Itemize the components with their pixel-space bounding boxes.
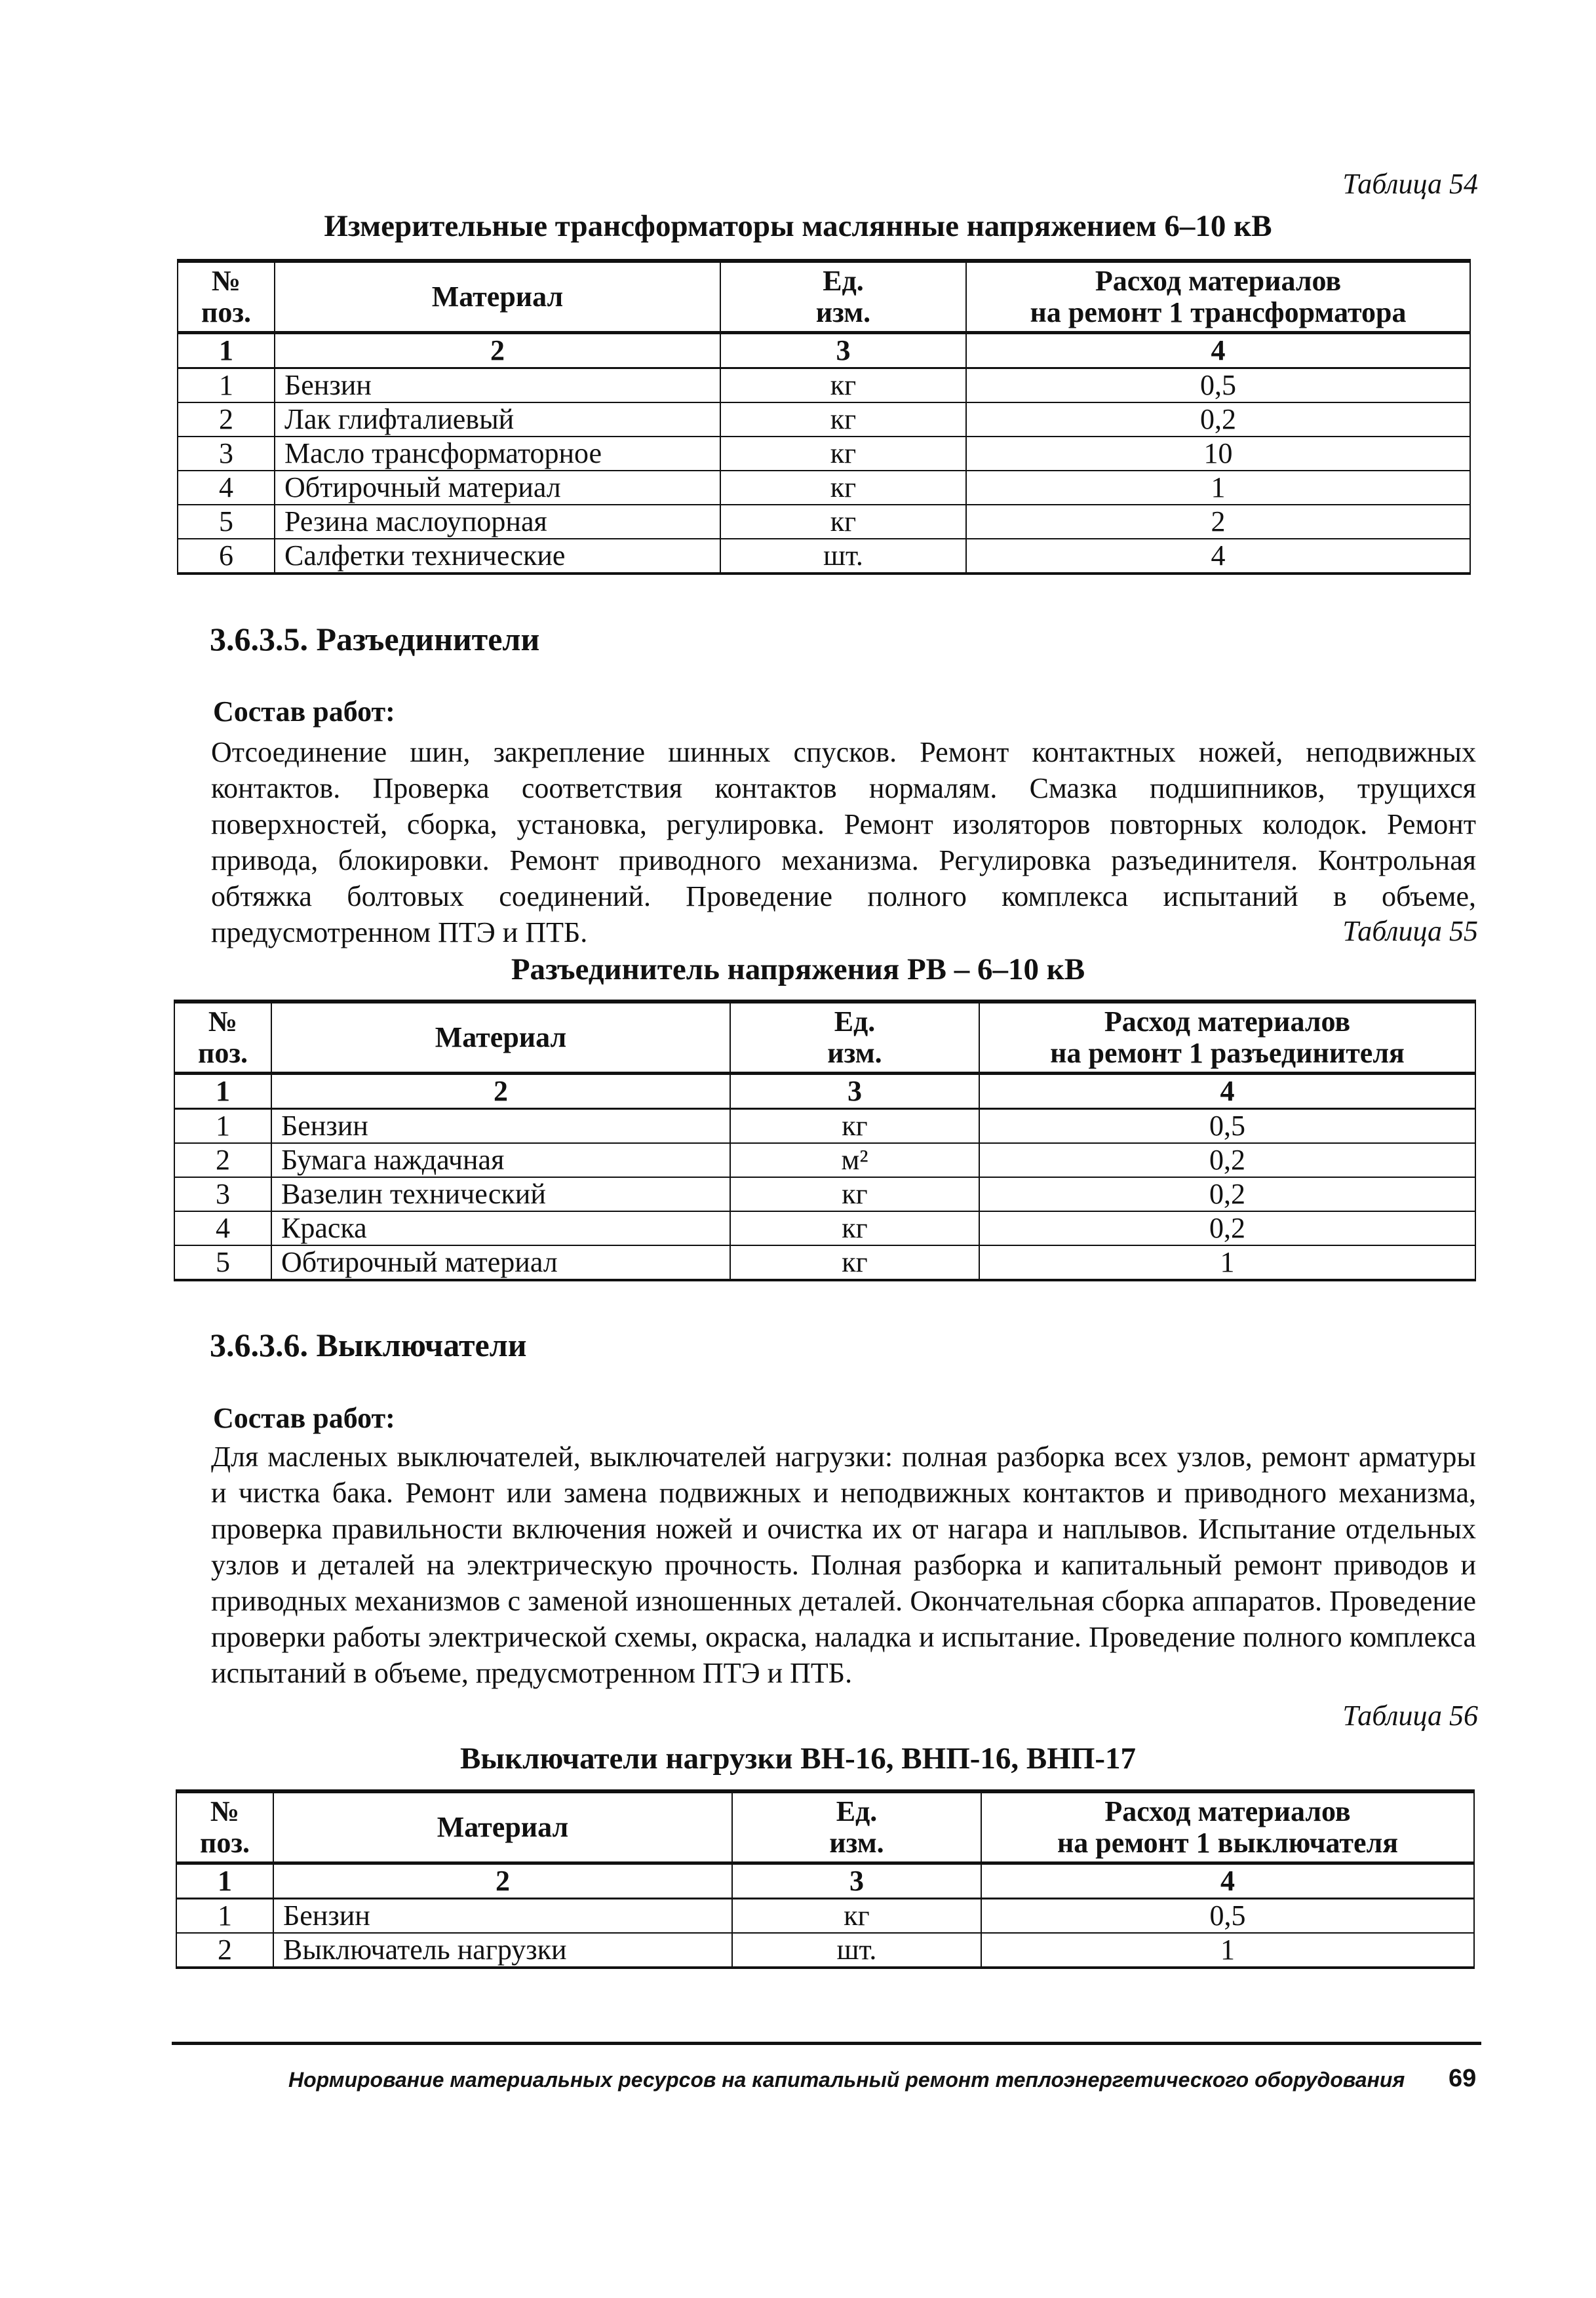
column-number: 1 <box>178 333 275 368</box>
header-material: Материал <box>273 1791 732 1863</box>
cell-pos: 1 <box>176 1899 273 1934</box>
cell-amount: 1 <box>966 471 1470 505</box>
table-header-row <box>178 261 1470 333</box>
column-number: 4 <box>966 333 1470 368</box>
table-55-caption: Таблица 55 <box>1342 915 1478 947</box>
table-55-title: Разъединитель напряжения РВ – 6–10 кВ <box>511 952 1085 986</box>
column-number-row <box>178 333 1470 368</box>
cell-material: Резина маслоупорная <box>275 505 720 539</box>
header-consumption: Расход материалов на ремонт 1 выключателя <box>981 1791 1474 1863</box>
cell-pos: 5 <box>174 1245 271 1280</box>
column-number: 4 <box>981 1863 1474 1899</box>
table-header-row <box>174 1002 1475 1074</box>
column-number: 2 <box>271 1074 730 1109</box>
header-pos: № поз. <box>174 1002 271 1074</box>
cell-material: Бумага наждачная <box>271 1143 730 1177</box>
cell-pos: 2 <box>178 402 275 437</box>
table-header-row <box>176 1791 1474 1863</box>
cell-material: Вазелин технический <box>271 1177 730 1211</box>
column-number: 3 <box>732 1863 981 1899</box>
cell-material: Обтирочный материал <box>271 1245 730 1280</box>
page-number: 69 <box>1449 2065 1477 2092</box>
table-54 <box>177 259 1471 575</box>
column-number: 2 <box>275 333 720 368</box>
table-row <box>176 1899 1474 1934</box>
header-consumption: Расход материалов на ремонт 1 трансформатора <box>966 261 1470 333</box>
header-unit: Ед. изм. <box>732 1791 981 1863</box>
column-number: 3 <box>720 333 966 368</box>
cell-unit: кг <box>720 471 966 505</box>
cell-material: Масло трансформаторное <box>275 437 720 471</box>
cell-unit: кг <box>720 402 966 437</box>
cell-unit: м² <box>730 1143 979 1177</box>
cell-pos: 3 <box>174 1177 271 1211</box>
header-consumption: Расход материалов на ремонт 1 разъединителя <box>979 1002 1475 1074</box>
cell-amount: 0,2 <box>979 1177 1475 1211</box>
cell-unit: кг <box>730 1245 979 1280</box>
section-heading-disconnectors: 3.6.3.5. Разъединители <box>210 621 540 657</box>
cell-material: Обтирочный материал <box>275 471 720 505</box>
work-description-paragraph: Для масленых выключателей, выключателей нагрузки: полная разборка всех узлов, ремонт арматуры и чистка бака. Ремонт или замена подвижных и неподвижных контактов и приводного механизма, проверка правильности включения ножей и очистка их от нагара и наплывов. Испытание отдельных узлов и деталей на электрическую прочность. Полная разборка и капитальный ремонт приводов и приводных механизмов с заменой изношенных деталей. Окончательная сборка аппаратов. Проведение проверки работы электрической схемы, окраска, наладка и испытание. Проведение полного комплекса испытаний в объеме, предусмотренном ПТЭ и ПТБ. <box>211 1441 1476 1689</box>
table-row <box>178 437 1470 471</box>
table-56-caption: Таблица 56 <box>1342 1700 1478 1732</box>
table-56-title: Выключатели нагрузки ВН-16, ВНП-16, ВНП-17 <box>459 1742 1137 1776</box>
cell-amount: 0,5 <box>981 1899 1474 1934</box>
cell-pos: 6 <box>178 539 275 574</box>
table-row <box>174 1143 1475 1177</box>
column-number: 1 <box>174 1074 271 1109</box>
cell-pos: 1 <box>178 368 275 403</box>
cell-unit: шт. <box>720 539 966 574</box>
table-row <box>174 1177 1475 1211</box>
header-material: Материал <box>271 1002 730 1074</box>
table-54-caption: Таблица 54 <box>1342 168 1478 200</box>
table-55 <box>174 1000 1476 1281</box>
column-number: 3 <box>730 1074 979 1109</box>
cell-unit: кг <box>720 437 966 471</box>
cell-amount: 0,5 <box>966 368 1470 403</box>
header-unit: Ед. изм. <box>730 1002 979 1074</box>
cell-amount: 0,2 <box>979 1211 1475 1245</box>
column-number-row <box>174 1074 1475 1109</box>
table-row <box>174 1109 1475 1144</box>
column-number-row <box>176 1863 1474 1899</box>
work-description-paragraph: Отсоединение шин, закрепление шинных спусков. Ремонт контактных ножей, неподвижных контактов. Проверка соответствия контактов нормалям. Смазка подшипников, трущихся поверхностей, сборка, установка, регулировка. Ремонт изоляторов повторных колодок. Ремонт привода, блокировки. Ремонт приводного механизма. Регулировка разъединителя. Контрольная обтяжка болтовых соединений. Проведение полного комплекса испытаний в объеме, предусмотренном ПТЭ и ПТБ. <box>211 736 1476 948</box>
cell-unit: кг <box>720 505 966 539</box>
cell-pos: 4 <box>178 471 275 505</box>
table-row <box>174 1211 1475 1245</box>
cell-unit: кг <box>730 1177 979 1211</box>
table-row <box>174 1245 1475 1280</box>
cell-amount: 0,2 <box>966 402 1470 437</box>
table-row <box>178 471 1470 505</box>
cell-amount: 1 <box>979 1245 1475 1280</box>
table-row <box>176 1933 1474 1968</box>
column-number: 4 <box>979 1074 1475 1109</box>
cell-amount: 2 <box>966 505 1470 539</box>
table-row <box>178 402 1470 437</box>
cell-material: Салфетки технические <box>275 539 720 574</box>
header-material: Материал <box>275 261 720 333</box>
cell-pos: 4 <box>174 1211 271 1245</box>
cell-unit: кг <box>730 1211 979 1245</box>
cell-pos: 1 <box>174 1109 271 1144</box>
cell-amount: 0,2 <box>979 1143 1475 1177</box>
table-row <box>178 505 1470 539</box>
cell-pos: 2 <box>176 1933 273 1968</box>
table-row <box>178 539 1470 574</box>
cell-pos: 3 <box>178 437 275 471</box>
cell-amount: 1 <box>981 1933 1474 1968</box>
column-number: 2 <box>273 1863 732 1899</box>
cell-material: Краска <box>271 1211 730 1245</box>
cell-material: Бензин <box>271 1109 730 1144</box>
cell-amount: 4 <box>966 539 1470 574</box>
table-56 <box>176 1789 1475 1969</box>
work-list-subheading: Состав работ: <box>213 695 395 728</box>
header-unit: Ед. изм. <box>720 261 966 333</box>
table-54-title: Измерительные трансформаторы маслянные напряжением 6–10 кВ <box>324 209 1272 243</box>
header-pos: № поз. <box>178 261 275 333</box>
cell-material: Бензин <box>275 368 720 403</box>
column-number: 1 <box>176 1863 273 1899</box>
table-row <box>178 368 1470 403</box>
cell-amount: 0,5 <box>979 1109 1475 1144</box>
cell-amount: 10 <box>966 437 1470 471</box>
cell-unit: кг <box>730 1109 979 1144</box>
cell-material: Выключатель нагрузки <box>273 1933 732 1968</box>
cell-pos: 5 <box>178 505 275 539</box>
cell-unit: шт. <box>732 1933 981 1968</box>
running-footer: Нормирование материальных ресурсов на капитальный ремонт теплоэнергетического оборудования <box>288 2068 1405 2092</box>
section-heading-switches: 3.6.3.6. Выключатели <box>210 1327 527 1363</box>
cell-unit: кг <box>720 368 966 403</box>
work-list-subheading: Состав работ: <box>213 1402 395 1434</box>
header-pos: № поз. <box>176 1791 273 1863</box>
cell-unit: кг <box>732 1899 981 1934</box>
footer-rule <box>172 2042 1481 2045</box>
cell-material: Бензин <box>273 1899 732 1934</box>
cell-pos: 2 <box>174 1143 271 1177</box>
cell-material: Лак глифталиевый <box>275 402 720 437</box>
